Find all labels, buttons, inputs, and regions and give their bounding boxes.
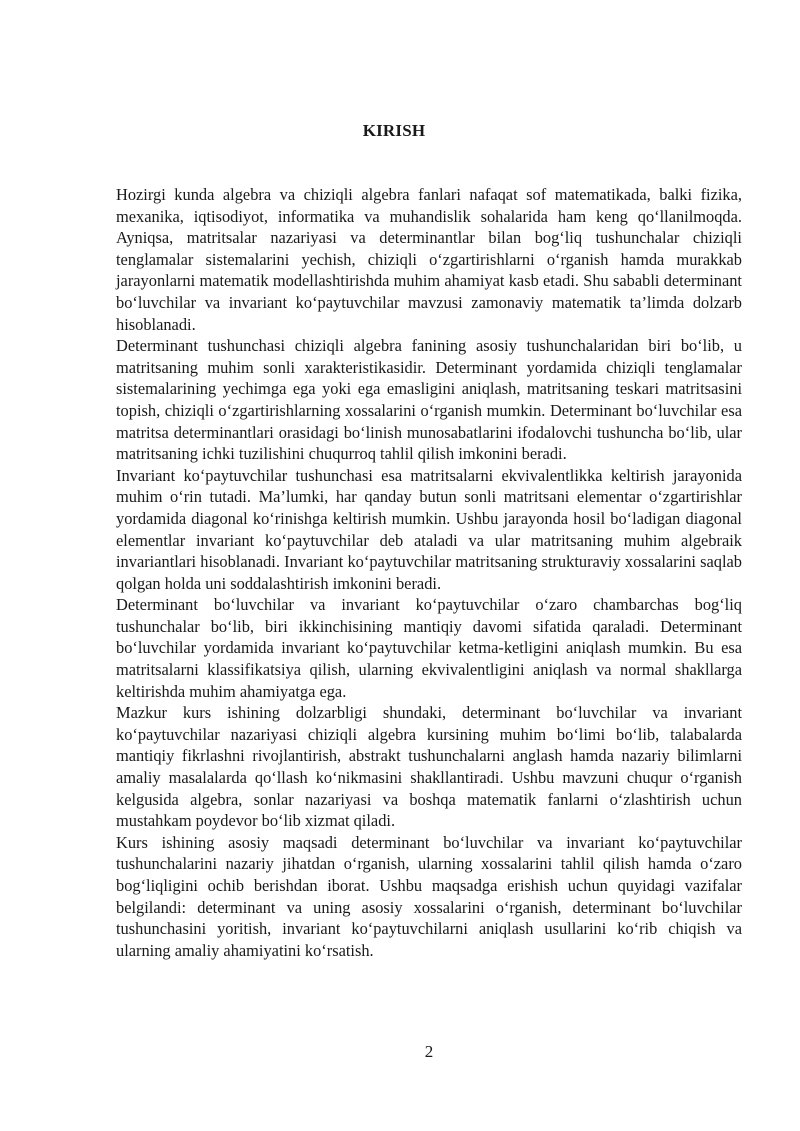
- paragraph-1: Hozirgi kunda algebra va chiziqli algebra fanlari nafaqat sof matematikada, balki fizika, mexanika, iqtisodiyot, informatika va muhandislik sohalarida ham keng qo‘llanilmoqda. Ayniqsa, matritsalar nazariyasi va determinantlar bilan bog‘liq tushunchalar chiziqli tenglamalar sistemalarini yechish, chiziqli o‘zgartirishlarni o‘rganish hamda murakkab jarayonlarni matematik modellashtirishda muhim ahamiyat kasb etadi. Shu sababli determinant bo‘luvchilar va invariant ko‘paytuvchilar mavzusi zamonaviy matematik ta’limda dolzarb hisoblanadi.: [116, 185, 742, 334]
- paragraph-4: Determinant bo‘luvchilar va invariant ko‘paytuvchilar o‘zaro chambarchas bog‘liq tushunchalar bo‘lib, biri ikkinchisining mantiqiy davomi sifatida qaraladi. Determinant bo‘luvchilar yordamida invariant ko‘paytuvchilar ketma-ketligini aniqlash mumkin. Bu esa matritsalarni klassifikatsiya qilish, ularning ekvivalentligini aniqlash va normal shakllarga keltirishda muhim ahamiyatga ega.: [116, 595, 742, 701]
- paragraph-5: Mazkur kurs ishining dolzarbligi shundaki, determinant bo‘luvchilar va invariant ko‘paytuvchilar nazariyasi chiziqli algebra kursining muhim bo‘limi bo‘lib, talabalarda mantiqiy fikrlashni rivojlantirish, abstrakt tushunchalarni anglash hamda nazariy bilimlarni amaliy masalalarda qo‘llash ko‘nikmasini shakllantiradi. Ushbu mavzuni chuqur o‘rganish kelgusida algebra, sonlar nazariyasi va boshqa matematik fanlarni o‘zlashtirish uchun mustahkam poydevor bo‘lib xizmat qiladi.: [116, 703, 742, 831]
- document-page: [116, 0, 742, 1131]
- page-number: 2: [424, 1042, 434, 1061]
- paragraph-2: Determinant tushunchasi chiziqli algebra fanining asosiy tushunchalaridan biri bo‘lib, u matritsaning muhim sonli xarakteristikasidir. Determinant yordamida chiziqli tenglamalar sistemalarining yechimga ega yoki ega emasligini aniqlash, matritsaning teskari matritsasini topish, chiziqli o‘zgartirishlarning xossalarini o‘rganish mumkin. Determinant bo‘luvchilar esa matritsa determinantlari orasidagi bo‘linish munosabatlarini ifodalovchi tushuncha bo‘lib, ular matritsaning ichki tuzilishini chuqurroq tahlil qilish imkonini beradi.: [116, 336, 742, 464]
- paragraph-3: Invariant ko‘paytuvchilar tushunchasi esa matritsalarni ekvivalentlikka keltirish jarayonida muhim o‘rin tutadi. Ma’lumki, har qanday butun sonli matritsani elementar o‘zgartirishlar yordamida diagonal ko‘rinishga keltirish mumkin. Ushbu jarayonda hosil bo‘ladigan diagonal elementlar invariant ko‘paytuvchilar deb ataladi va ular matritsaning muhim algebraik invariantlari hisoblanadi. Invariant ko‘paytuvchilar matritsaning strukturaviy xossalarini saqlab qolgan holda uni soddalashtirish imkonini beradi.: [116, 465, 742, 593]
- section-heading: KIRISH: [362, 121, 426, 140]
- paragraph-6: Kurs ishining asosiy maqsadi determinant bo‘luvchilar va invariant ko‘paytuvchilar tushunchalarini nazariy jihatdan o‘rganish, ularning xossalarini tahlil qilish hamda o‘zaro bog‘liqligini ochib berishdan iborat. Ushbu maqsadga erishish uchun quyidagi vazifalar belgilandi: determinant va uning asosiy xossalarini o‘rganish, determinant bo‘luvchilar tushunchasini yoritish, invariant ko‘paytuvchilarni aniqlash usullarini ko‘rib chiqish va ularning amaliy ahamiyatini ko‘rsatish.: [116, 832, 742, 960]
- body-text: [116, 184, 742, 961]
